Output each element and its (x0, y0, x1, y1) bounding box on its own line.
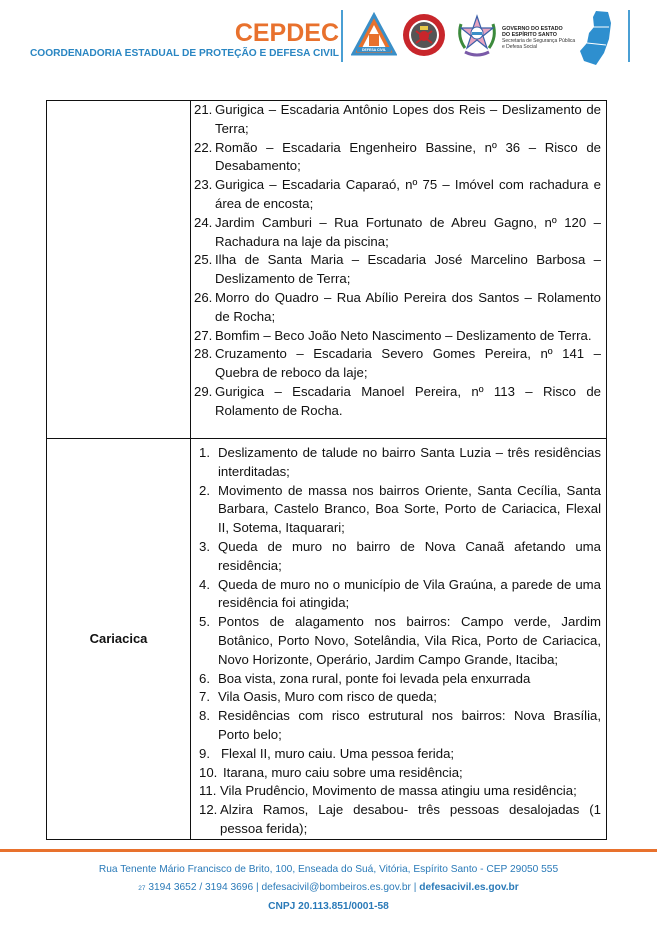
organization-name: COORDENADORIA ESTADUAL DE PROTEÇÃO E DEFESA CIVIL (29, 48, 339, 59)
table-row (47, 439, 607, 840)
footer-separator: | (255, 882, 259, 893)
list-item: 28. Cruzamento – Escadaria Severo Gomes Pereira, nº 141 – Quebra de reboco da laje; (194, 346, 601, 381)
list-item: 8. Residências com risco estrutural nos bairros: Nova Brasília, Porto belo; (199, 708, 601, 742)
footer-email-link[interactable]: defesacivil@bombeiros.es.gov.br (261, 882, 411, 893)
table-row (47, 101, 607, 439)
list-item: 25. Ilha de Santa Maria – Escadaria José Marcelino Barbosa – Deslizamento de Terra; (194, 252, 601, 287)
list-item: 24. Jardim Camburi – Rua Fortunato de Abreu Gagno, nº 120 – Rachadura na laje da piscina; (194, 214, 601, 249)
gov-line-2: DO ESPÍRITO SANTO (502, 32, 557, 38)
list-item: 29. Gurigica – Escadaria Manoel Pereira, nº 113 – Risco de Rolamento de Rocha. (194, 383, 601, 418)
list-item: 10. Itarana, muro caiu sobre uma residência; (199, 764, 463, 780)
list-item: 26. Morro do Quadro – Rua Abílio Pereira dos Santos – Rolamento de Rocha; (194, 289, 601, 324)
footer-area-code: 27 (138, 885, 146, 892)
footer-divider (0, 849, 657, 852)
occurrences-table (46, 100, 607, 840)
list-item: 23. Gurigica – Escadaria Caparaó, nº 75 – Imóvel com rachadura e área de encosta; (194, 177, 601, 211)
list-item: 11. Vila Prudêncio, Movimento de massa atingiu uma residência; (199, 783, 577, 799)
brand-name: CEPDEC (234, 19, 339, 47)
list-item: 3. Queda de muro no bairro de Nova Canaã afetando uma residência; (199, 538, 601, 573)
footer-website-link[interactable]: defesacivil.es.gov.br (419, 882, 519, 893)
header-divider-right (628, 10, 630, 62)
list-item: 22. Romão – Escadaria Engenheiro Bassine, nº 36 – Risco de Desabamento; (194, 139, 601, 174)
espirito-santo-map-logo (578, 9, 614, 67)
header-title-block (30, 20, 339, 60)
footer (0, 861, 657, 916)
list-item: 5. Pontos de alagamento nos bairros: Campo verde, Jardim Botânico, Porto Novo, Sotelândia, Vila Rica, Porto de Cariacica, Novo Horizonte, Operário, Jardim Campo Grande, Itaciba; (199, 614, 601, 667)
defesa-civil-logo-text: DEFESA CIVIL (362, 48, 386, 52)
municipality-cell (47, 101, 191, 439)
footer-separator: | (413, 882, 417, 893)
list-item: 27. Bomfim – Beco João Neto Nascimento – Deslizamento de Terra. (194, 327, 592, 343)
occurrences-cell (191, 101, 607, 439)
bombeiros-seal-logo (402, 13, 446, 57)
list-item: 9. Flexal II, muro caiu. Uma pessoa ferida; (199, 745, 455, 761)
state-coat-of-arms-logo (455, 12, 499, 58)
list-item: 4. Queda de muro no o município de Vila Graúna, a parede de uma residência foi atingida; (199, 576, 601, 611)
footer-phones: 3194 3652 / 3194 3696 (148, 882, 254, 893)
list-item: 1. Deslizamento de talude no bairro Santa Luzia – três residências interditadas; (199, 445, 601, 479)
gov-line-4: e Defesa Social (502, 44, 538, 50)
government-text-block (502, 26, 575, 50)
defesa-civil-logo (351, 12, 397, 58)
gov-line-3: Secretaria de Segurança Pública (502, 38, 576, 44)
footer-cnpj: CNPJ 20.113.851/0001-58 (268, 901, 389, 912)
municipality-cell: Cariacica (47, 439, 191, 840)
footer-contact (0, 879, 657, 898)
occurrences-cell (191, 439, 607, 840)
list-item: 2. Movimento de massa nos bairros Oriente, Santa Cecília, Santa Barbara, Castelo Branco, Boa Sorte, Porto de Cariacica, Flexal II, Sotema, Itaquarari; (199, 482, 601, 536)
list-item: 21. Gurigica – Escadaria Antônio Lopes dos Reis – Deslizamento de Terra; (194, 102, 601, 136)
gov-line-1: GOVERNO DO ESTADO (502, 26, 563, 32)
list-item: 12. Alzira Ramos, Laje desabou- três pessoas desalojadas (1 pessoa ferida); (199, 802, 601, 836)
list-item: 6. Boa vista, zona rural, ponte foi levada pela enxurrada (199, 670, 531, 686)
header-divider (341, 10, 343, 62)
list-item: 7. Vila Oasis, Muro com risco de queda; (199, 689, 437, 705)
footer-address: Rua Tenente Mário Francisco de Brito, 100, Enseada do Suá, Vitória, Espírito Santo - CEP 29050 555 (98, 864, 559, 875)
